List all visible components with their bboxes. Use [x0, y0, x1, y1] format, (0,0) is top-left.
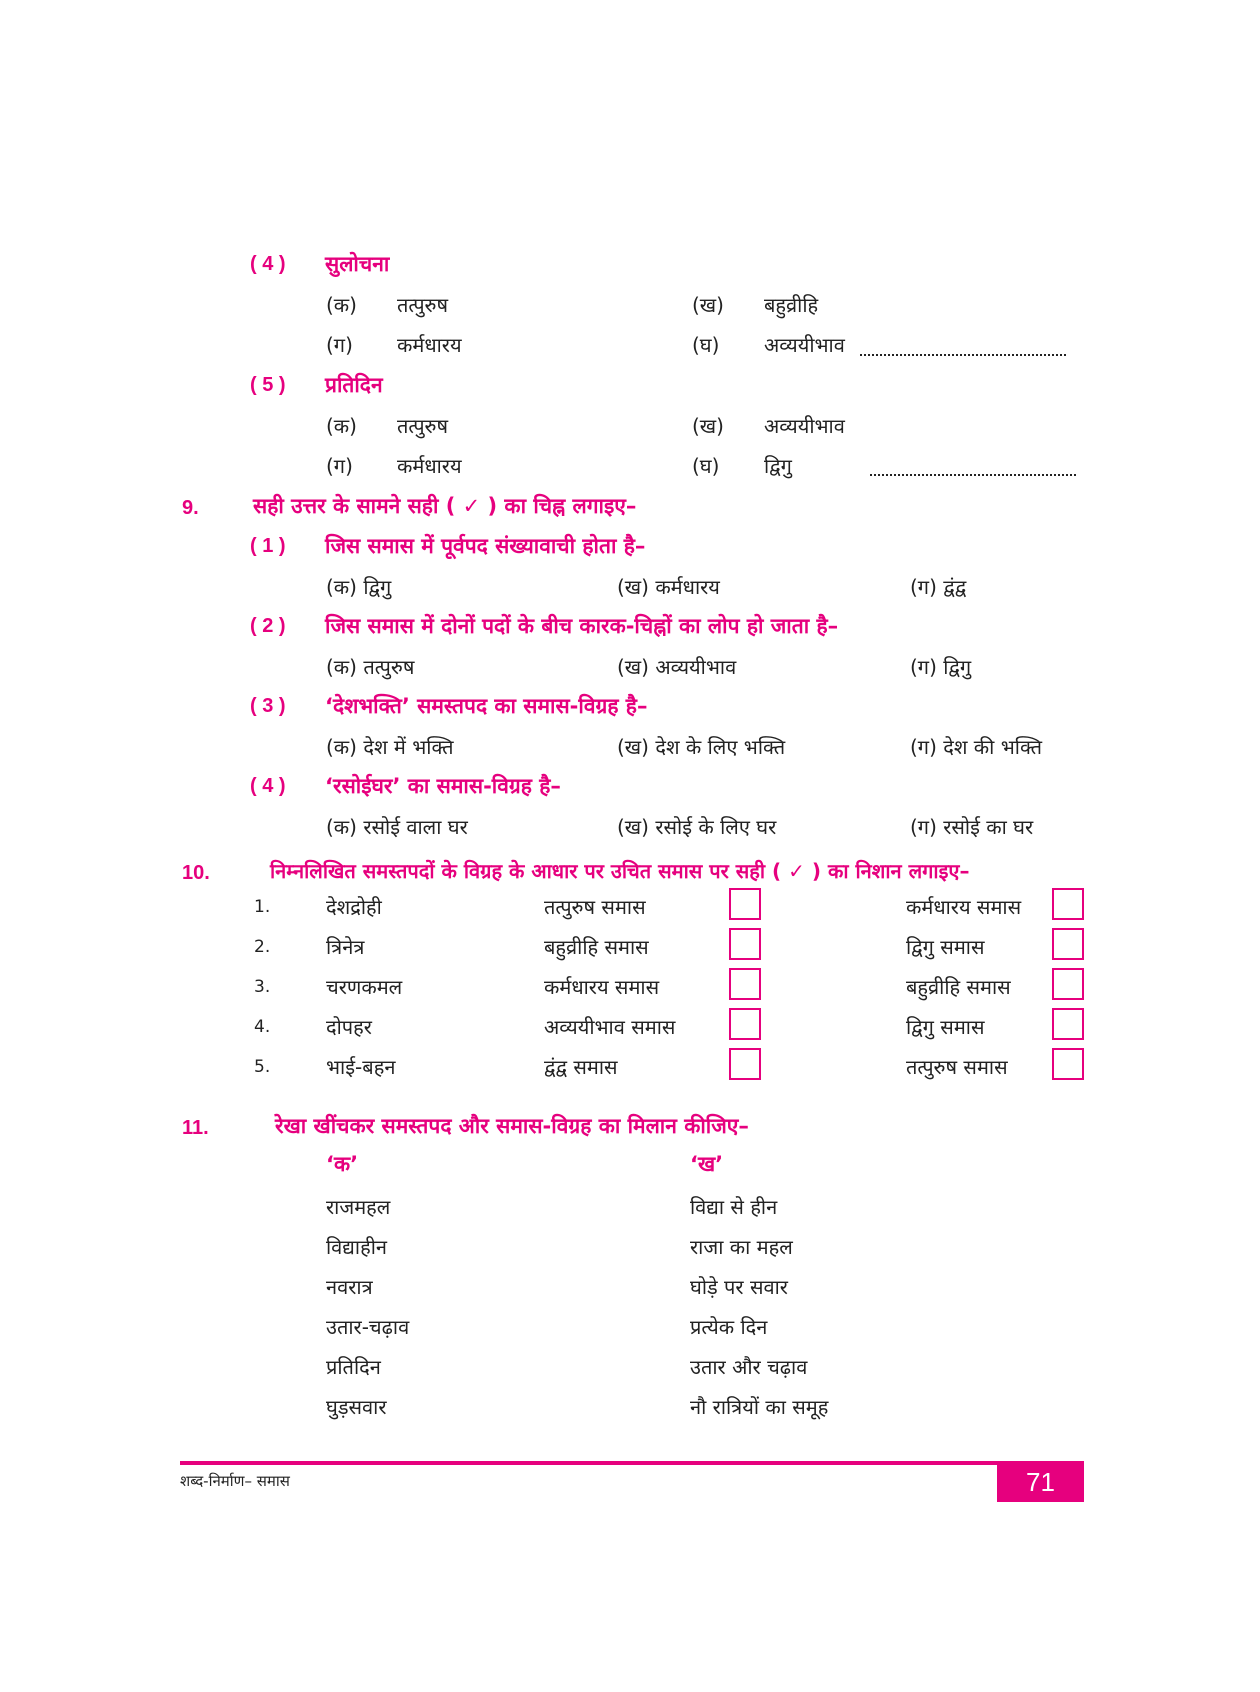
- compound-word: चरणकमल: [326, 975, 403, 999]
- option-a-label: अव्ययीभाव समास: [544, 1015, 676, 1039]
- page-number: 71: [997, 1462, 1084, 1502]
- option-label: (घ): [692, 454, 720, 478]
- option-b-label: कर्मधारय समास: [906, 895, 1022, 919]
- sub-question-number: ( 3 ): [250, 695, 286, 717]
- option-a-label: बहुव्रीहि समास: [544, 935, 649, 959]
- part-title: सुलोचना: [325, 252, 390, 276]
- option-label: (ग): [326, 333, 353, 357]
- option-label: (ख): [692, 414, 724, 438]
- answer-blank[interactable]: [870, 474, 1076, 476]
- option-label: (ख): [692, 293, 724, 317]
- compound-word: भाई-बहन: [326, 1055, 396, 1079]
- option-text: कर्मधारय: [397, 454, 462, 478]
- question-number: 9.: [182, 497, 199, 519]
- option-text: अव्ययीभाव: [764, 414, 845, 438]
- row-number: 1.: [254, 897, 271, 917]
- option-a-label: कर्मधारय समास: [544, 975, 660, 999]
- sub-question-text: जिस समास में पूर्वपद संख्यावाची होता है–: [325, 534, 646, 558]
- choice-c[interactable]: (ग) द्वंद्व: [910, 575, 967, 599]
- footer-divider: [180, 1461, 1084, 1465]
- part-number: ( 4 ): [250, 253, 286, 275]
- match-item-a[interactable]: प्रतिदिन: [326, 1355, 381, 1379]
- column-b-heading: ‘ख’: [690, 1152, 724, 1176]
- match-item-b[interactable]: राजा का महल: [690, 1235, 793, 1259]
- match-item-b[interactable]: प्रत्येक दिन: [690, 1315, 768, 1339]
- checkbox-option-a[interactable]: [729, 1008, 761, 1040]
- checkbox-option-b[interactable]: [1052, 968, 1084, 1000]
- option-b-label: द्विगु समास: [906, 1015, 985, 1039]
- match-item-a[interactable]: घुड़सवार: [326, 1395, 387, 1419]
- compound-word: दोपहर: [326, 1015, 372, 1039]
- choice-b[interactable]: (ख) रसोई के लिए घर: [617, 815, 777, 839]
- question-heading: रेखा खींचकर समस्तपद और समास-विग्रह का मिलान कीजिए–: [275, 1114, 749, 1138]
- answer-blank[interactable]: [860, 354, 1066, 356]
- option-a-label: द्वंद्व समास: [544, 1055, 618, 1079]
- row-number: 3.: [254, 977, 271, 997]
- match-item-a[interactable]: नवरात्र: [326, 1275, 373, 1299]
- choice-c[interactable]: (ग) देश की भक्ति: [910, 735, 1043, 759]
- question-heading: सही उत्तर के सामने सही ( ✓ ) का चिह्न लगाइए–: [253, 494, 637, 518]
- compound-word: देशद्रोही: [326, 895, 382, 919]
- row-number: 5.: [254, 1057, 271, 1077]
- option-text: अव्ययीभाव: [764, 333, 845, 357]
- option-label: (क): [326, 414, 357, 438]
- part-title: प्रतिदिन: [325, 373, 383, 397]
- match-item-b[interactable]: विद्या से हीन: [690, 1195, 778, 1219]
- sub-question-number: ( 1 ): [250, 535, 286, 557]
- choice-b[interactable]: (ख) अव्ययीभाव: [617, 655, 737, 679]
- checkbox-option-b[interactable]: [1052, 1008, 1084, 1040]
- choice-a[interactable]: (क) तत्पुरुष: [326, 655, 415, 679]
- option-b-label: तत्पुरुष समास: [906, 1055, 1008, 1079]
- sub-question-text: ‘देशभक्ति’ समस्तपद का समास-विग्रह है–: [325, 694, 648, 718]
- option-text: तत्पुरुष: [397, 414, 449, 438]
- sub-question-text: ‘रसोईघर’ का समास-विग्रह है–: [325, 774, 561, 798]
- match-item-b[interactable]: नौ रात्रियों का समूह: [690, 1395, 829, 1419]
- row-number: 4.: [254, 1017, 271, 1037]
- part-number: ( 5 ): [250, 374, 286, 396]
- footer-chapter-title: शब्द-निर्माण– समास: [180, 1472, 290, 1490]
- option-text: बहुव्रीहि: [764, 293, 819, 317]
- checkbox-option-a[interactable]: [729, 888, 761, 920]
- match-item-a[interactable]: राजमहल: [326, 1195, 391, 1219]
- question-heading: निम्नलिखित समस्तपदों के विग्रह के आधार पर उचित समास पर सही ( ✓ ) का निशान लगाइए–: [270, 859, 970, 883]
- option-label: (क): [326, 293, 357, 317]
- checkbox-option-a[interactable]: [729, 968, 761, 1000]
- choice-b[interactable]: (ख) देश के लिए भक्ति: [617, 735, 786, 759]
- choice-c[interactable]: (ग) रसोई का घर: [910, 815, 1034, 839]
- option-a-label: तत्पुरुष समास: [544, 895, 646, 919]
- sub-question-text: जिस समास में दोनों पदों के बीच कारक-चिह्नों का लोप हो जाता है–: [325, 614, 839, 638]
- option-label: (घ): [692, 333, 720, 357]
- option-b-label: बहुव्रीहि समास: [906, 975, 1011, 999]
- choice-a[interactable]: (क) रसोई वाला घर: [326, 815, 468, 839]
- sub-question-number: ( 2 ): [250, 615, 286, 637]
- option-text: कर्मधारय: [397, 333, 462, 357]
- option-b-label: द्विगु समास: [906, 935, 985, 959]
- sub-question-number: ( 4 ): [250, 775, 286, 797]
- option-text: तत्पुरुष: [397, 293, 449, 317]
- option-text: द्विगु: [764, 454, 792, 478]
- option-label: (ग): [326, 454, 353, 478]
- row-number: 2.: [254, 937, 271, 957]
- match-item-b[interactable]: उतार और चढ़ाव: [690, 1355, 808, 1379]
- match-item-a[interactable]: विद्याहीन: [326, 1235, 387, 1259]
- choice-a[interactable]: (क) देश में भक्ति: [326, 735, 454, 759]
- compound-word: त्रिनेत्र: [326, 935, 365, 959]
- checkbox-option-a[interactable]: [729, 928, 761, 960]
- choice-c[interactable]: (ग) द्विगु: [910, 655, 972, 679]
- checkbox-option-b[interactable]: [1052, 928, 1084, 960]
- column-a-heading: ‘क’: [326, 1152, 359, 1176]
- match-item-a[interactable]: उतार-चढ़ाव: [326, 1315, 410, 1339]
- question-number: 10.: [182, 862, 210, 884]
- choice-a[interactable]: (क) द्विगु: [326, 575, 392, 599]
- checkbox-option-a[interactable]: [729, 1048, 761, 1080]
- question-number: 11.: [182, 1117, 209, 1139]
- choice-b[interactable]: (ख) कर्मधारय: [617, 575, 720, 599]
- match-item-b[interactable]: घोड़े पर सवार: [690, 1275, 788, 1299]
- checkbox-option-b[interactable]: [1052, 888, 1084, 920]
- checkbox-option-b[interactable]: [1052, 1048, 1084, 1080]
